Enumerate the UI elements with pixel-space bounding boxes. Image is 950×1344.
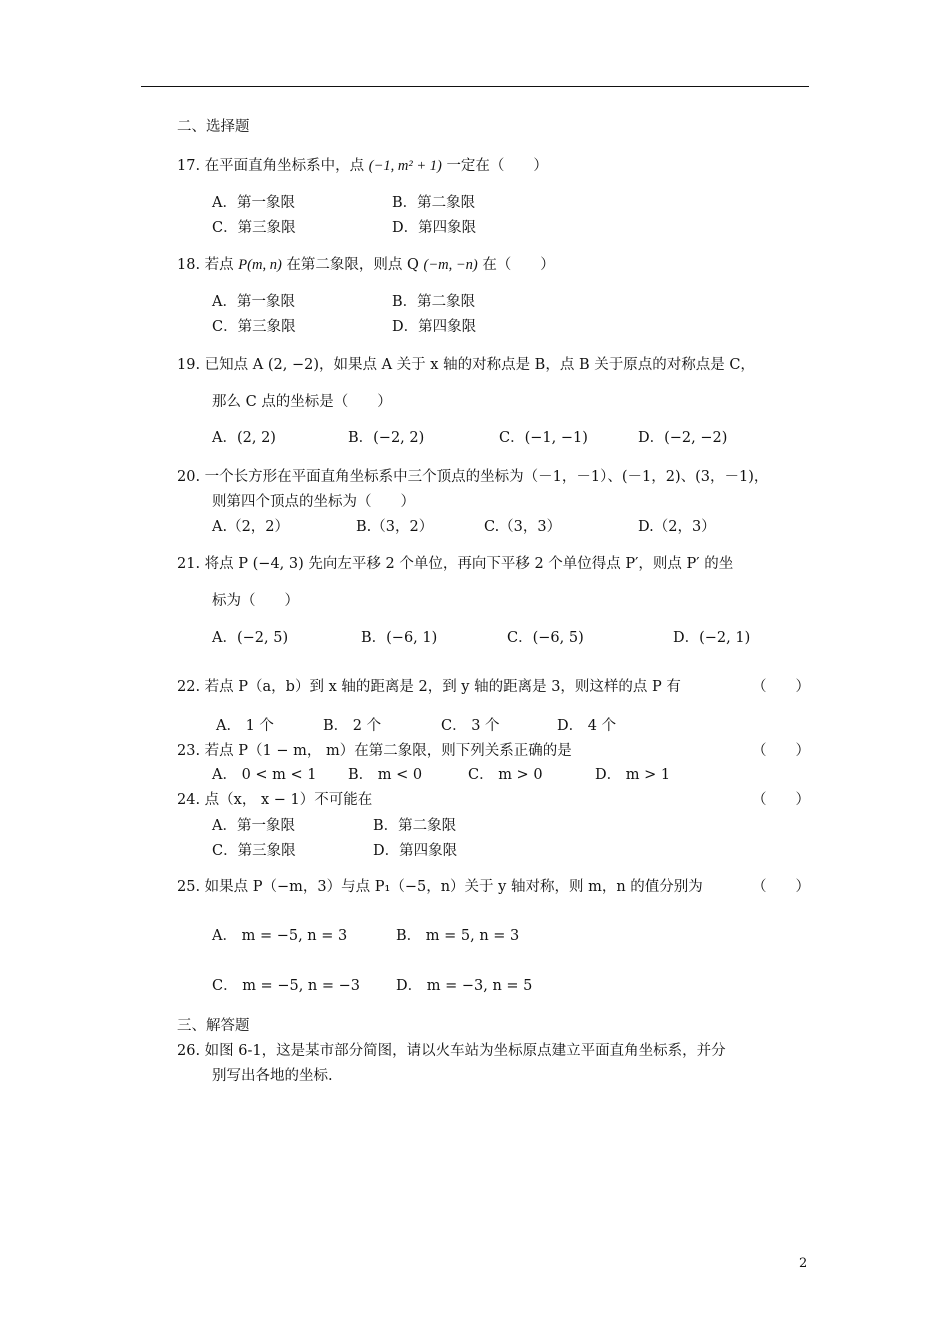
question-number: 24.	[177, 792, 201, 808]
question-text: 若点	[204, 257, 234, 273]
option-d: D．第四象限	[392, 319, 477, 335]
option-b: B．(−2, 2)	[348, 430, 425, 446]
answer-paren: （ ）	[752, 743, 810, 759]
question-text: 在（ ）	[482, 257, 555, 273]
answer-paren: （ ）	[752, 679, 810, 695]
question-21-line2: 标为（ ）	[212, 593, 299, 609]
option-d: D． m > 1	[595, 767, 671, 783]
option-d: D． m = −3, n = 5	[396, 978, 533, 994]
question-number: 22.	[177, 679, 201, 695]
answer-paren: （ ）	[752, 879, 810, 895]
section-heading-answer: 三、解答题	[177, 1018, 250, 1034]
question-number: 19.	[177, 357, 201, 373]
question-24	[177, 791, 372, 809]
question-17	[177, 157, 548, 175]
option-c: C． m = −5, n = −3	[212, 978, 360, 994]
point-expression: (−m, −n)	[423, 257, 478, 273]
question-23	[177, 742, 572, 760]
option-c: C．第三象限	[212, 843, 296, 859]
header-rule	[141, 86, 809, 87]
question-26-line2: 别写出各地的坐标.	[212, 1068, 333, 1084]
option-b: B.（3，2）	[356, 519, 434, 535]
option-c: C． 3 个	[441, 718, 500, 734]
question-text: 一个长方形在平面直角坐标系中三个顶点的坐标为（－1，－1）、(－1，2)、(3，－1)，	[204, 469, 769, 485]
question-21	[177, 555, 733, 573]
question-19	[177, 356, 755, 374]
question-number: 20.	[177, 469, 201, 485]
option-d: D．(−2, −2)	[638, 430, 728, 446]
option-b: B．第二象限	[392, 294, 476, 310]
question-25	[177, 878, 703, 896]
question-18	[177, 256, 555, 274]
answer-paren: （ ）	[752, 792, 810, 808]
option-a: A．第一象限	[212, 818, 295, 834]
question-text: 如果点 P（−m，3）与点 P₁（−5，n）关于 y 轴对称，则 m，n 的值分别为	[204, 879, 703, 895]
question-number: 17.	[177, 158, 201, 174]
option-d: D．第四象限	[373, 843, 458, 859]
option-c: C．(−1, −1)	[499, 430, 588, 446]
option-b: B． m = 5, n = 3	[396, 928, 520, 944]
option-d: D． 4 个	[557, 718, 617, 734]
question-text: 已知点 A (2, −2)，如果点 A 关于 x 轴的对称点是 B，点 B 关于原点的对称点是 C，	[204, 357, 755, 373]
option-d: D.（2，3）	[638, 519, 716, 535]
question-text: 在平面直角坐标系中，点	[204, 158, 365, 174]
question-text: 在第二象限，则点 Q	[286, 257, 419, 273]
question-26	[177, 1042, 726, 1060]
question-text: 一定在（ ）	[446, 158, 548, 174]
option-b: B． m < 0	[348, 767, 423, 783]
option-a: A． 0 < m < 1	[212, 767, 317, 783]
question-20-line2: 则第四个顶点的坐标为（ ）	[212, 494, 415, 510]
option-a: A.（2，2）	[212, 519, 290, 535]
option-a: A．第一象限	[212, 195, 295, 211]
page-number: 2	[799, 1256, 808, 1271]
option-a: A． 1 个	[216, 718, 274, 734]
point-expression: (m, n)	[247, 257, 282, 273]
question-text: 如图 6-1，这是某市部分简图，请以火车站为坐标原点建立平面直角坐标系，并分	[204, 1043, 726, 1059]
question-text: 点（x， x − 1）不可能在	[204, 792, 373, 808]
question-22	[177, 678, 681, 696]
question-number: 26.	[177, 1043, 201, 1059]
option-d: D．第四象限	[392, 220, 477, 236]
option-c: C． m > 0	[468, 767, 543, 783]
question-19-line2: 那么 C 点的坐标是（ ）	[212, 394, 392, 410]
question-number: 23.	[177, 743, 201, 759]
option-a: A．(−2, 5)	[212, 630, 289, 646]
option-c: C．(−6, 5)	[507, 630, 584, 646]
option-a: A． m = −5, n = 3	[212, 928, 348, 944]
option-a: A．第一象限	[212, 294, 295, 310]
option-c: C．第三象限	[212, 319, 296, 335]
option-c: C.（3，3）	[484, 519, 562, 535]
option-b: B．第二象限	[392, 195, 476, 211]
question-number: 18.	[177, 257, 201, 273]
question-text: 将点 P (−4, 3) 先向左平移 2 个单位，再向下平移 2 个单位得点 P′，则点 P′ 的坐	[204, 556, 734, 572]
question-text: 若点 P（a，b）到 x 轴的距离是 2，到 y 轴的距离是 3，则这样的点 P 有	[204, 679, 681, 695]
question-text: 若点 P（1 − m， m）在第二象限，则下列关系正确的是	[204, 743, 572, 759]
point-label: P	[238, 257, 248, 273]
option-b: B． 2 个	[323, 718, 382, 734]
option-c: C．第三象限	[212, 220, 296, 236]
section-heading-choice: 二、选择题	[177, 119, 250, 135]
question-number: 21.	[177, 556, 201, 572]
option-d: D．(−2, 1)	[673, 630, 751, 646]
point-expression: (−1, m² + 1)	[368, 158, 442, 174]
option-b: B．(−6, 1)	[361, 630, 438, 646]
option-b: B．第二象限	[373, 818, 457, 834]
option-a: A．(2, 2)	[212, 430, 276, 446]
question-number: 25.	[177, 879, 201, 895]
question-20	[177, 468, 768, 486]
